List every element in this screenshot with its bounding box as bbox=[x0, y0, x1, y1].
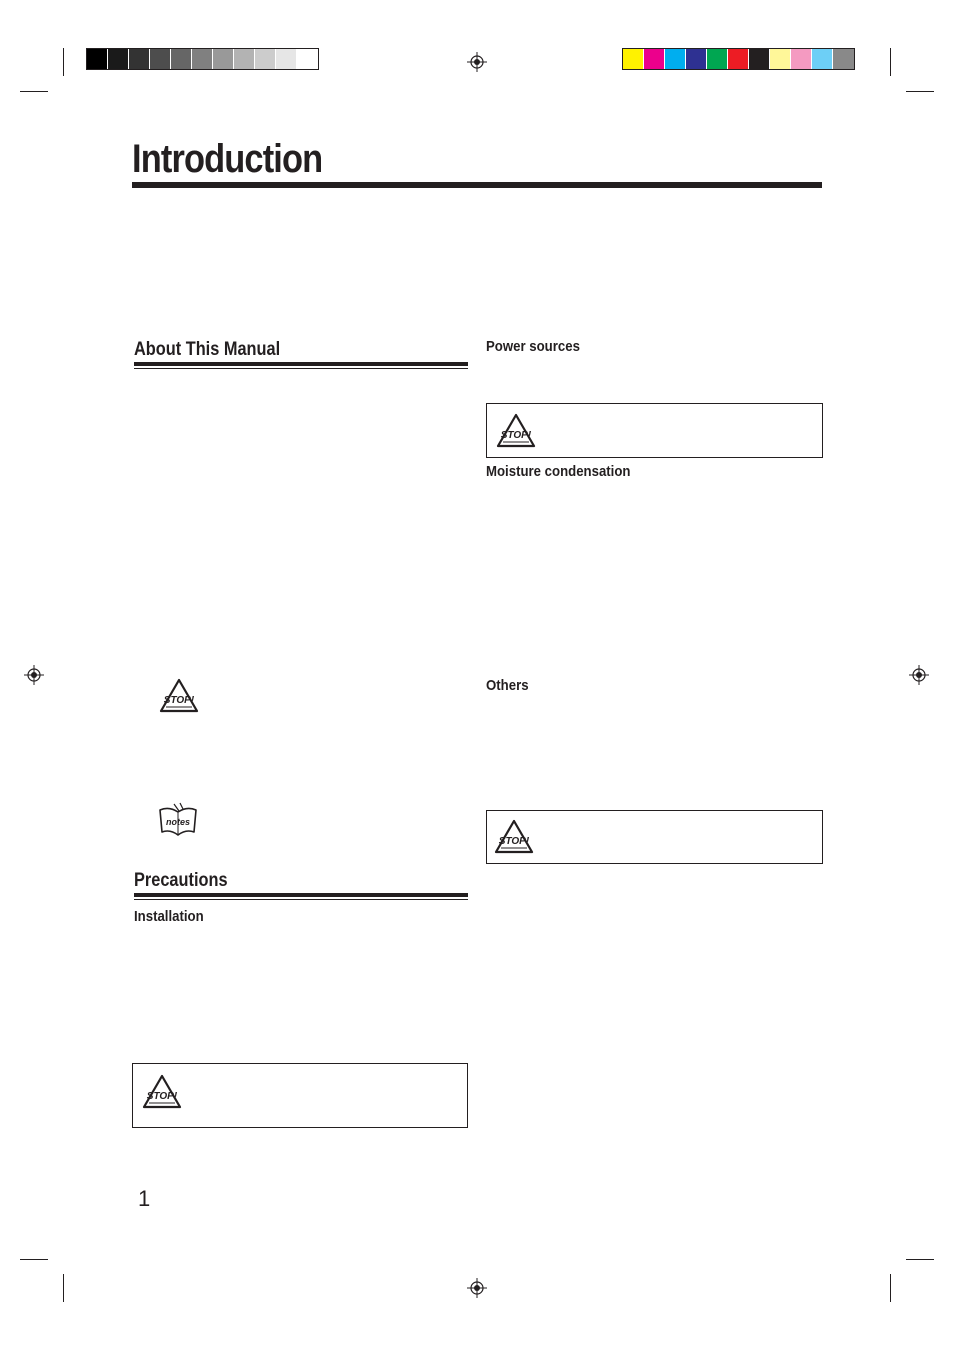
svg-text:STOP!: STOP! bbox=[500, 430, 532, 441]
color-swatch-10 bbox=[812, 49, 833, 69]
color-swatch-11 bbox=[833, 49, 854, 69]
color-swatch-8 bbox=[770, 49, 791, 69]
precautions-rule bbox=[134, 893, 468, 901]
about-manual-heading: About This Manual bbox=[134, 339, 281, 360]
power-sources-subheading: Power sources bbox=[486, 338, 580, 355]
crop-mark-bottom-left-v bbox=[63, 1274, 64, 1302]
crop-mark-bottom-right-h bbox=[906, 1259, 934, 1260]
color-swatch-6 bbox=[728, 49, 749, 69]
installation-subheading: Installation bbox=[134, 908, 204, 925]
color-swatch-7 bbox=[749, 49, 770, 69]
installation-warning-box bbox=[132, 1063, 468, 1128]
stop-warning-icon bbox=[142, 1074, 182, 1110]
page-title: Introduction bbox=[132, 137, 323, 181]
moisture-condensation-subheading: Moisture condensation bbox=[486, 463, 631, 480]
gray-swatch-8 bbox=[234, 49, 255, 69]
gray-swatch-1 bbox=[87, 49, 108, 69]
svg-text:notes: notes bbox=[165, 817, 191, 827]
crop-mark-top-left-v bbox=[63, 48, 64, 76]
crop-mark-top-right-h bbox=[906, 91, 934, 92]
gray-swatch-7 bbox=[213, 49, 234, 69]
gray-swatch-6 bbox=[192, 49, 213, 69]
svg-text:STOP!: STOP! bbox=[163, 695, 195, 706]
color-swatch-2 bbox=[644, 49, 665, 69]
color-swatch-9 bbox=[791, 49, 812, 69]
crop-mark-top-left-h bbox=[20, 91, 48, 92]
gray-swatch-5 bbox=[171, 49, 192, 69]
process-color-bar bbox=[622, 48, 855, 70]
registration-mark-icon bbox=[467, 1278, 487, 1298]
power-sources-warning-box bbox=[486, 403, 823, 458]
others-subheading: Others bbox=[486, 677, 529, 694]
color-swatch-4 bbox=[686, 49, 707, 69]
about-manual-rule bbox=[134, 362, 468, 370]
registration-mark-icon bbox=[909, 665, 929, 685]
gray-swatch-11 bbox=[297, 49, 318, 69]
crop-mark-bottom-left-h bbox=[20, 1259, 48, 1260]
page-number: 1 bbox=[138, 1186, 151, 1211]
svg-text:STOP!: STOP! bbox=[146, 1091, 178, 1102]
stop-warning-icon bbox=[494, 819, 534, 855]
crop-mark-bottom-right-v bbox=[890, 1274, 891, 1302]
stop-warning-icon bbox=[496, 413, 536, 449]
color-swatch-3 bbox=[665, 49, 686, 69]
grayscale-color-bar bbox=[86, 48, 319, 70]
color-swatch-1 bbox=[623, 49, 644, 69]
crop-mark-top-right-v bbox=[890, 48, 891, 76]
color-swatch-5 bbox=[707, 49, 728, 69]
svg-text:STOP!: STOP! bbox=[498, 836, 530, 847]
notes-icon bbox=[157, 802, 199, 838]
gray-swatch-4 bbox=[150, 49, 171, 69]
gray-swatch-2 bbox=[108, 49, 129, 69]
stop-warning-icon bbox=[159, 678, 199, 714]
others-warning-box bbox=[486, 810, 823, 864]
title-rule bbox=[132, 182, 822, 188]
registration-mark-icon bbox=[24, 665, 44, 685]
gray-swatch-10 bbox=[276, 49, 297, 69]
gray-swatch-9 bbox=[255, 49, 276, 69]
registration-mark-icon bbox=[467, 52, 487, 72]
precautions-heading: Precautions bbox=[134, 870, 228, 891]
gray-swatch-3 bbox=[129, 49, 150, 69]
